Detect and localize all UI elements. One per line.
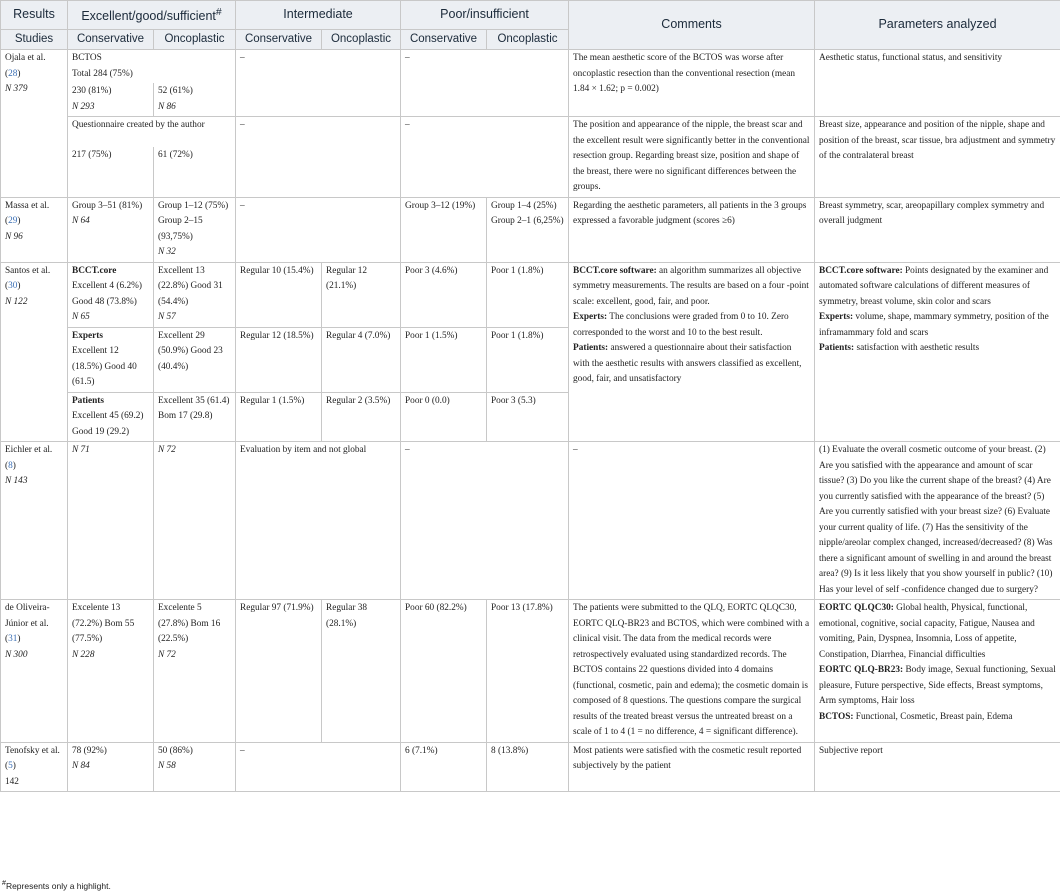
cell: – — [401, 117, 569, 198]
cell: Excellent 29 (50.9%) Good 23 (40.4%) — [154, 327, 236, 392]
cell: Experts Excellent 12 (18.5%) Good 40 (61.5) — [68, 327, 154, 392]
cell: 50 (86%) N 58 — [154, 742, 236, 792]
cell: – — [236, 197, 401, 262]
header-parameters: Parameters analyzed — [815, 1, 1060, 50]
cell: Poor 1 (1.8%) — [487, 262, 569, 327]
comment-cell: The patients were submitted to the QLQ, EORTC QLQC30, EORTC QLQ-BR23 and BCTOS, which were combined with a clinical visit. The data from the medical records were retrospectively evaluated using standardized records. The BCTOS contains 22 questions divided into 4 domains (functional, cosmetic, pain and edema); the cosmetic domain is composed of 8 questions. The questions compare the surgical results of the treated breast versus the untreated breast on a scale of 1 to 4 (1 = no difference, 4 = significant difference). — [569, 600, 815, 743]
table-row — [1, 197, 1060, 262]
cell: Group 1–12 (75%) Group 2–15 (93,75%) N 32 — [154, 197, 236, 262]
header-oncoplastic: Oncoplastic — [322, 30, 401, 50]
header-poor: Poor/insufficient — [401, 1, 569, 30]
cell: Evaluation by item and not global — [236, 442, 401, 600]
comment-cell: The mean aesthetic score of the BCTOS was worse after oncoplastic resection than the conventional resection (mean 1.84 × 1.62; p = 0.002) — [569, 50, 815, 117]
cell: Poor 13 (17.8%) — [487, 600, 569, 743]
params-cell: (1) Evaluate the overall cosmetic outcome of your breast. (2) Are you satisfied with the appearance and amount of scar tissue? (3) Do you like the current shape of the breast? (4) Are you currently satisfied with the appearance of the breast? (5) Are you currently satisfied with your breast size? (6) Evaluate your current quality of life. (7) Has the sensitivity of the nipple/areolar complex changed, increased/decreased? (8) Was there a significant amount of swelling in and around the breast area? (9) Is it less likely that you show yourself in public? (10) Has your level of self -confidence changed due to surgery? — [815, 442, 1060, 600]
citation-link[interactable]: 28 — [8, 68, 18, 79]
cell: Group 3–12 (19%) — [401, 197, 487, 262]
study-ojala: Ojala et al. (28) N 379 — [1, 50, 68, 198]
params-cell: Subjective report — [815, 742, 1060, 792]
params-cell: Aesthetic status, functional status, and sensitivity — [815, 50, 1060, 117]
cell: Poor 60 (82.2%) — [401, 600, 487, 743]
cell: Regular 12 (21.1%) — [322, 262, 401, 327]
header-oncoplastic: Oncoplastic — [154, 30, 236, 50]
cell: Group 3–51 (81%) N 64 — [68, 197, 154, 262]
table-row — [1, 600, 1060, 743]
header-excellent: Excellent/good/sufficient# — [68, 1, 236, 30]
cell: 52 (61%) N 86 — [154, 83, 236, 117]
citation-link[interactable]: 8 — [8, 460, 13, 471]
cell: Poor 3 (4.6%) — [401, 262, 487, 327]
study-oliveira: de Oliveira-Júnior et al. (31) N 300 — [1, 600, 68, 743]
table-row — [1, 117, 1060, 148]
study-santos: Santos et al. (30) N 122 — [1, 262, 68, 442]
cell: Regular 4 (7.0%) — [322, 327, 401, 392]
cell: Excelente 5 (27.8%) Bom 16 (22.5%) N 72 — [154, 600, 236, 743]
cell: Questionnaire created by the author — [68, 117, 236, 148]
table-row — [1, 742, 1060, 792]
cell: – — [236, 50, 401, 117]
study-massa: Massa et al. (29) N 96 — [1, 197, 68, 262]
header-conservative: Conservative — [401, 30, 487, 50]
header-conservative: Conservative — [236, 30, 322, 50]
study-eichler: Eichler et al. (8) N 143 — [1, 442, 68, 600]
cell: Poor 1 (1.5%) — [401, 327, 487, 392]
cell: – — [236, 117, 401, 198]
params-cell: Breast size, appearance and position of the nipple, shape and position of the breast, scar tissue, bra adjustment and symmetry of the contralateral breast — [815, 117, 1060, 198]
header-comments: Comments — [569, 1, 815, 50]
citation-link[interactable]: 29 — [8, 216, 18, 226]
table-row — [1, 262, 1060, 327]
table-row — [1, 442, 1060, 600]
comment-cell: Most patients were satisfied with the cosmetic result reported subjectively by the patient — [569, 742, 815, 792]
cell: 61 (72%) — [154, 147, 236, 197]
citation-link[interactable]: 30 — [8, 281, 18, 291]
cell: Regular 1 (1.5%) — [236, 392, 322, 442]
cell: BCTOS Total 284 (75%) — [68, 50, 236, 84]
cell: 230 (81%) N 293 — [68, 83, 154, 117]
study-tenofsky: Tenofsky et al. (5) 142 — [1, 742, 68, 792]
cell: 6 (7.1%) — [401, 742, 487, 792]
table-footnote: #Represents only a highlight. — [2, 879, 111, 891]
comment-cell: Regarding the aesthetic parameters, all patients in the 3 groups expressed a favorable judgment (scores ≥6) — [569, 197, 815, 262]
citation-link[interactable]: 31 — [8, 634, 18, 644]
header-studies: Studies — [1, 30, 68, 50]
cell: Excellent 35 (61.4) Bom 17 (29.8) — [154, 392, 236, 442]
cell: 217 (75%) — [68, 147, 154, 197]
cell: Regular 2 (3.5%) — [322, 392, 401, 442]
comment-cell: The position and appearance of the nipple, the breast scar and the excellent result were significantly better in the conventional resection group. Regarding breast size, position and shape of the breast, there were no significant differences between the groups. — [569, 117, 815, 198]
header-intermediate: Intermediate — [236, 1, 401, 30]
cell: Patients Excellent 45 (69.2) Good 19 (29.2) — [68, 392, 154, 442]
comment-cell: – — [569, 442, 815, 600]
header-oncoplastic: Oncoplastic — [487, 30, 569, 50]
cell: Excelente 13 (72.2%) Bom 55 (77.5%) N 228 — [68, 600, 154, 743]
params-cell: BCCT.core software: Points designated by the examiner and automated software calculations of different measures of symmetry, breast volume, skin color and scars Experts: volume, shape, mammary symmetry, position of the inframammary fold and scars Patients: satisfaction with aesthetic results — [815, 262, 1060, 442]
cell: N 72 — [154, 442, 236, 600]
params-cell: Breast symmetry, scar, areopapillary complex symmetry and overall judgment — [815, 197, 1060, 262]
table-row — [1, 50, 1060, 84]
cell: N 71 — [68, 442, 154, 600]
cell: Excellent 13 (22.8%) Good 31 (54.4%) N 57 — [154, 262, 236, 327]
params-cell: EORTC QLQC30: Global health, Physical, functional, emotional, cognitive, social capacity, Fatigue, Nausea and vomiting, Pain, Dyspnea, Insomnia, Loss of appetite, Constipation, Diarrhea, Financial difficulties EORTC QLQ-BR23: Body image, Sexual functioning, Sexual pleasure, Future perspective, Side effects, Breast symptoms, Arm symptoms, Hair loss BCTOS: Functional, Cosmetic, Breast pain, Edema — [815, 600, 1060, 743]
cell: Regular 97 (71.9%) — [236, 600, 322, 743]
cell: Regular 10 (15.4%) — [236, 262, 322, 327]
cell: 78 (92%) N 84 — [68, 742, 154, 792]
header-results: Results — [1, 1, 68, 30]
cell: – — [401, 442, 569, 600]
cell: BCCT.core Excellent 4 (6.2%) Good 48 (73.8%) N 65 — [68, 262, 154, 327]
cell: 8 (13.8%) — [487, 742, 569, 792]
cell: Poor 1 (1.8%) — [487, 327, 569, 392]
cell: – — [236, 742, 401, 792]
cell: Poor 3 (5.3) — [487, 392, 569, 442]
cell: Group 1–4 (25%) Group 2–1 (6,25%) — [487, 197, 569, 262]
cell: Regular 12 (18.5%) — [236, 327, 322, 392]
header-conservative: Conservative — [68, 30, 154, 50]
cell: Regular 38 (28.1%) — [322, 600, 401, 743]
cell: Poor 0 (0.0) — [401, 392, 487, 442]
citation-link[interactable]: 5 — [8, 761, 13, 771]
comment-cell: BCCT.core software: an algorithm summarizes all objective symmetry measurements. The results are based on a four -point scale: excellent, good, fair, and poor. Experts: The conclusions were graded from 0 to 10. Zero corresponded to the worst and 10 to the best result. Patients: answered a questionnaire about their satisfaction with the aesthetic results with answers classified as excellent, good, fair, and unsatisfactory — [569, 262, 815, 442]
cell: – — [401, 50, 569, 117]
